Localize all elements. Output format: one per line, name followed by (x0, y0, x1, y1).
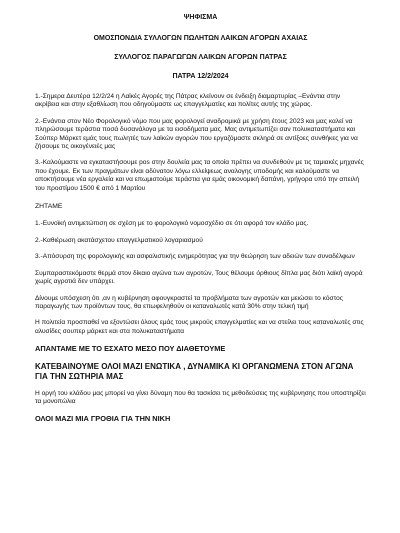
support-1: Συμπαραστεκόμαστε θερμά στον δίκαιο αγώνα των αγροτών, Τους θέλουμε όρθιους δίπλα μας διότι λαϊκή αγορά χωρίς αγροτιά δεν υπάρχει. (35, 269, 363, 286)
point-2: 2.-Ενάντια στον Νέο Φορολογικό νόμο που μας φορολογεί αναδρομικά με χρήση έτους 2023 και μας καλεί να πληρώσουμε τεράστια ποσά δυσανάλογα με τα εισοδήματα μας. Μας αντιμετωπίζει σαν πολυκαταστήματα και Σούπερ Μάρκετ εμάς τους πωλητές των λαϊκών αγορών που εργαζόμαστε σκληρά σε αντίξοες συνθήκες για να ζήσουμε τις οικογένειές μας (35, 117, 358, 151)
demand-1: 1.-Ευνοϊκή αντιμετώπιση σε σχέση με το φορολογικό νομοσχέδιο σε ότι αφορά τον κλάδο μας. (35, 220, 309, 228)
slogan-united: ΚΑΤΕΒΑΙΝΟΥΜΕ ΟΛΟΙ ΜΑΖΙ ΕΝΩΤΙΚΑ , ΔΥΝΑΜΙΚΑ ΚΙ ΟΡΓΑΝΩΜΕΝΑ ΣΤΟΝ ΑΓΩΝΑ ΓΙΑ ΤΗΝ ΣΩΤΗΡΙΑ ΜΑΣ (35, 361, 354, 381)
demand-2: 2.-Καθιέρωση ακατάσχετου επαγγελματικού λογαριασμού (35, 236, 203, 244)
demands-heading: ΖΗΤΑΜΕ (35, 203, 63, 211)
support-3: Η πολιτεία προσπαθεί να εξοντώσει όλους εμάς τους μικρούς επαγγελματίες και να στείλει τους καταναλωτές στις αλυσίδες σουπερ μάρκετ και στα πολυκαταστήματα (35, 319, 364, 335)
point-1: 1.-Σημερα Δευτέρα 12/2/24 η Λαϊκές Αγορές της Πάτρας κλείνουν σε ένδειξη διαμαρτυρίας –Ενάντια στην ακρίβεια και στην εξαθλίωση που οδηγούμαστε ως επαγγελματίες και πολίτες αυτής της χώρας. (35, 93, 341, 109)
association-name: ΣΥΛΛΟΓΟΣ ΠΑΡΑΓΩΓΩΝ ΛΑΙΚΩΝ ΑΓΟΡΩΝ ΠΑΤΡΑΣ (114, 54, 287, 61)
demand-3: 3.-Απόσυρση της φορολογικής και ασφαλιστικής ενημερότητας για την θεώρηση των αδειών των συναδέλφων (35, 253, 355, 261)
point-3: 3.-Καλούμαστε να εγκαταστήσουμε pos στην δουλεία μας τα οποία πρέπει να συνδεθούν με τις ταμιακές μηχανές που έχουμε. Εκ των πραγμάτων είναι αδύνατον λόγω ελλείψεως αναλογης υποδομής και καλούμαστε να αποκτήσουμε νέα εργαλεία και να επωμιστούμε τεράστια για εμάς οικονομική δαπάνη, γρήγορα υπό την απειλή του προστίμου 1500 € από 1 Μαρτίου (35, 159, 364, 192)
support-2: Δίνουμε υπόσχεση ότι ,αν η κυβέρνηση αφουγκραστεί τα προβλήματα των αγροτών και μειώσει το κόστος παραγωγής των προϊόντων τους, θα επωφεληθούν οι καταναλωτές κατά 30% στην τελική τιμή (35, 294, 343, 310)
slogan-respond: ΑΠΑΝΤΑΜΕ ΜΕ ΤΟ ΕΣΧΑΤΟ ΜΕΣΟ ΠΟΥ ΔΙΑΘΕΤΟΥΜΕ (35, 344, 226, 354)
closing-paragraph: Η οργή του κλάδου μας μπορεί να γίνει δύναμη που θα τασκίσει τις μεθοδεύσεις της κυβέρνησης που υποστηρίζει τα μονοπώλια (35, 389, 366, 405)
document-title: ΨΗΦΙΣΜΑ (183, 14, 218, 21)
final-slogan: ΟΛΟΙ ΜΑΖΙ ΜΙΑ ΓΡΟΘΙΑ ΓΙΑ ΤΗΝ ΝΙΚΗ (35, 414, 171, 424)
federation-name: ΟΜΟΣΠΟΝΔΙΑ ΣΥΛΛΟΓΩΝ ΠΩΛΗΤΩΝ ΛΑΙΚΩΝ ΑΓΟΡΩΝ ΑΧΑΙΑΣ (93, 35, 308, 42)
place-date: ΠΑΤΡΑ 12/2/2024 (172, 73, 229, 80)
